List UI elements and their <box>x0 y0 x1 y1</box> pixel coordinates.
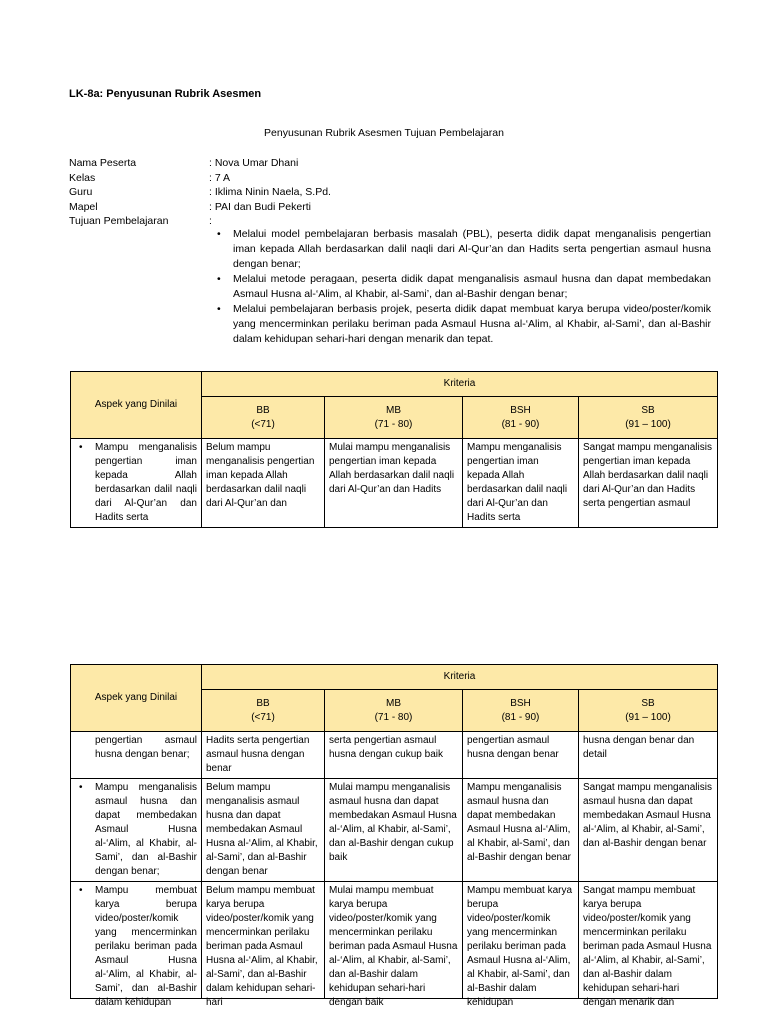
worksheet-heading: LK-8a: Penyusunan Rubrik Asesmen <box>69 88 262 100</box>
criteria-cell-bb <box>202 439 325 528</box>
aspect-cell <box>71 882 202 1008</box>
criteria-cell-bb: Belum mampu menganalisis asmaul husna dan dapat membedakan Asmaul Husna al-‘Alim, al Khabir, al-Sami’, dan al-Bashir dengan benar <box>202 779 325 882</box>
header-aspect: Aspek yang Dinilai <box>71 665 202 732</box>
rubric-table-page-1 <box>70 371 718 528</box>
info-row-kelas <box>69 171 331 186</box>
header-criteria: Kriteria <box>202 665 718 690</box>
info-value: : Nova Umar Dhani <box>209 157 299 169</box>
participant-info <box>69 156 331 229</box>
criteria-cell-sb <box>579 882 718 1008</box>
objective-item: • Melalui pembelajaran berbasis projek, peserta didik dapat membuat karya berupa video/poster/komik yang mencerminkan perilaku beriman pada Asmaul Husna al-‘Alim, al Khabir, al-Sami’, dan al-Bashir dalam kehidupan sehari-hari dengan menarik dan tepat. <box>213 302 711 347</box>
info-label: Kelas <box>69 171 96 184</box>
document-title: Penyusunan Rubrik Asesmen Tujuan Pembelajaran <box>264 127 504 139</box>
criteria-cell-bsh <box>463 882 579 1008</box>
criteria-cell-mb: serta pengertian asmaul husna dengan cukup baik <box>325 732 463 779</box>
criteria-cell-sb <box>579 439 718 528</box>
info-value: : Iklima Ninin Naela, S.Pd. <box>209 186 331 198</box>
criteria-cell-bb: Hadits serta pengertian asmaul husna dengan benar <box>202 732 325 779</box>
level-code: SB <box>641 697 655 709</box>
criteria-cell-mb <box>325 882 463 1008</box>
level-range: (71 - 80) <box>374 711 413 723</box>
header-level-bsh <box>463 397 579 439</box>
header-aspect: Aspek yang Dinilai <box>71 372 202 439</box>
header-level-mb <box>325 690 463 732</box>
info-value: : 7 A <box>209 171 231 184</box>
objective-item: • Melalui metode peragaan, peserta didik dapat menganalisis asmaul husna dan dapat membedakan Asmaul Husna al-‘Alim, al Khabir, al-Sami’, dan al-Bashir dengan benar; <box>213 272 711 302</box>
info-row-guru <box>69 185 331 200</box>
info-label: Guru <box>69 186 93 198</box>
info-row-nama-peserta <box>69 156 331 171</box>
info-row-mapel <box>69 200 331 215</box>
cell-text: Sangat mampu membuat karya berupa video/poster/komik yang mencerminkan perilaku beriman pada Asmaul Husna al-‘Alim, al Khabir, al-Sami’, dan al-Bashir dalam kehidupan sehari-hari dengan menarik dan <box>583 885 712 1008</box>
cell-text: Mulai mampu menganalisis pengertian iman kepada Allah berdasarkan dalil naqli dari Al-Qur’an dan Hadits <box>329 442 455 495</box>
level-range: (71 - 80) <box>374 418 413 430</box>
header-criteria: Kriteria <box>202 372 718 397</box>
cell-text: Sangat mampu menganalisis pengertian iman kepada Allah berdasarkan dalil naqli dari Al-Qur’an dan Hadits serta pengertian asmaul <box>583 442 712 509</box>
info-label: Tujuan Pembelajaran <box>69 215 169 227</box>
cell-text: Belum mampu membuat karya berupa video/poster/komik yang mencerminkan perilaku beriman pada Asmaul Husna al-‘Alim, al Khabir, al-Sami’, dan al-Bashir dalam kehidupan sehari-hari <box>206 885 318 1008</box>
header-level-bb <box>202 397 325 439</box>
table-row <box>71 732 718 779</box>
header-level-sb <box>579 690 718 732</box>
criteria-cell-sb: husna dengan benar dan detail <box>579 732 718 779</box>
level-code: BB <box>256 697 270 709</box>
rubric-table-page-2 <box>70 664 718 1008</box>
learning-objectives-list <box>213 227 711 347</box>
cell-text: • Mampu membuat karya berupa video/poster/komik yang mencerminkan perilaku beriman pada Asmaul Husna al-‘Alim, al Khabir, al-Sami’, dan al-Bashir dalam kehidupan <box>95 885 197 1008</box>
level-code: MB <box>386 697 401 709</box>
level-code: SB <box>641 404 655 416</box>
criteria-cell-mb <box>325 439 463 528</box>
info-value: : <box>209 215 212 227</box>
criteria-cell-bsh <box>463 439 579 528</box>
criteria-cell-bsh: pengertian asmaul husna dengan benar <box>463 732 579 779</box>
level-range: (<71) <box>251 418 275 430</box>
table-row <box>71 779 718 882</box>
info-value: : PAI dan Budi Pekerti <box>209 200 311 213</box>
aspect-cell <box>71 439 202 528</box>
criteria-cell-bsh: Mampu menganalisis asmaul husna dan dapat membedakan Asmaul Husna al-‘Alim, al Khabir, al-Sami’, dan al-Bashir dengan benar <box>463 779 579 882</box>
cell-text: Mampu menganalisis pengertian iman kepada Allah berdasarkan dalil naqli dari Al-Qur’an dan Hadits serta <box>467 442 568 523</box>
header-level-bb <box>202 690 325 732</box>
criteria-cell-bb <box>202 882 325 1008</box>
info-label: Nama Peserta <box>69 157 137 169</box>
cell-text: Mulai mampu membuat karya berupa video/poster/komik yang mencerminkan perilaku beriman pada Asmaul Husna al-‘Alim, al Khabir, al-Sami’, dan al-Bashir dalam kehidupan sehari-hari dengan baik <box>329 885 458 1008</box>
level-code: BSH <box>510 697 531 709</box>
cell-text: Belum mampu menganalisis pengertian iman kepada Allah berdasarkan dalil naqli dari Al-Qur’an dan <box>206 442 315 509</box>
info-label: Mapel <box>69 200 98 213</box>
level-range: (<71) <box>251 711 275 723</box>
level-range: (91 – 100) <box>625 418 671 430</box>
table-row <box>71 882 718 999</box>
header-level-sb <box>579 397 718 439</box>
level-range: (81 - 90) <box>501 418 540 430</box>
level-range: (81 - 90) <box>501 711 540 723</box>
level-code: MB <box>386 404 401 416</box>
header-level-mb <box>325 397 463 439</box>
criteria-cell-mb: Mulai mampu menganalisis asmaul husna dan dapat membedakan Asmaul Husna al-‘Alim, al Khabir, al-Sami’, dan al-Bashir dengan cukup baik <box>325 779 463 882</box>
level-range: (91 – 100) <box>625 711 671 723</box>
cell-text: • Mampu menganalisis pengertian iman kepada Allah berdasarkan dalil naqli dari Al-Qur’an dan Hadits serta <box>95 442 197 523</box>
level-code: BSH <box>510 404 531 416</box>
aspect-cell: pengertian asmaul husna dengan benar; <box>71 732 202 779</box>
header-level-bsh <box>463 690 579 732</box>
objective-item: • Melalui model pembelajaran berbasis masalah (PBL), peserta didik dapat menganalisis pengertian iman kepada Allah berdasarkan dalil naqli dari Al-Qur’an dan Hadits serta pengertian asmaul husna dengan benar; <box>213 227 711 272</box>
criteria-cell-sb: Sangat mampu menganalisis asmaul husna dan dapat membedakan Asmaul Husna al-‘Alim, al Khabir, al-Sami’, dan al-Bashir dengan benar <box>579 779 718 882</box>
aspect-cell: • Mampu menganalisis asmaul husna dan dapat membedakan Asmaul Husna al-‘Alim, al Khabir, al-Sami’, dan al-Bashir dengan benar; <box>71 779 202 882</box>
table-row <box>71 439 718 528</box>
cell-text: Mampu membuat karya berupa video/poster/komik yang mencerminkan perilaku beriman pada Asmaul Husna al-‘Alim, al Khabir, al-Sami’, dan al-Bashir dalam kehidupan <box>467 885 573 1008</box>
document-page-2 <box>0 600 768 1024</box>
level-code: BB <box>256 404 270 416</box>
